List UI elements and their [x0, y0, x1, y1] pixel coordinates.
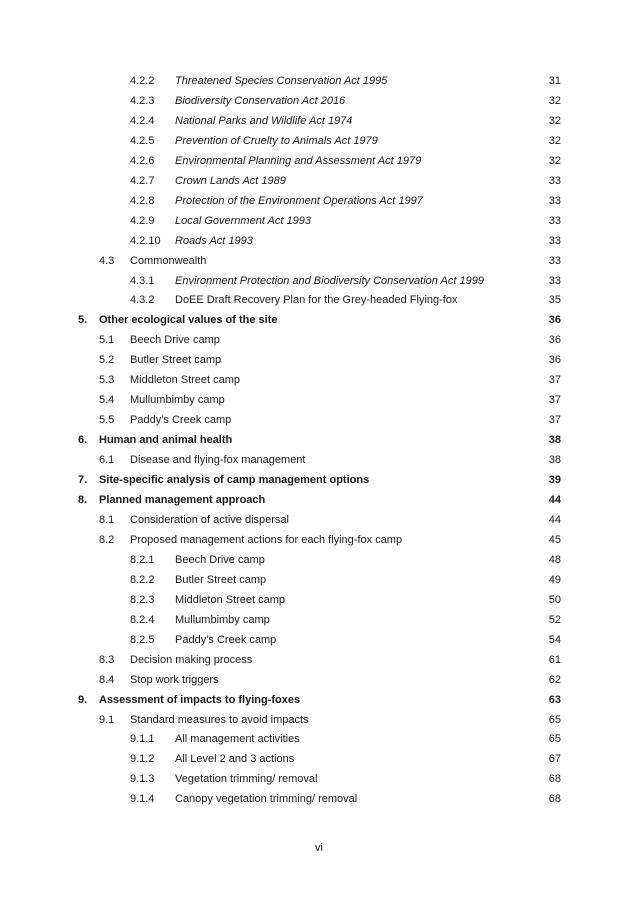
- toc-entry-page: 33: [548, 234, 561, 247]
- toc-entry-title: Other ecological values of the site: [99, 314, 278, 327]
- toc-entry-page: 33: [548, 274, 561, 287]
- toc-entry-page: 39: [548, 474, 561, 487]
- toc-entry[interactable]: [0, 551, 638, 571]
- toc-entry[interactable]: [0, 711, 638, 731]
- toc-entry-page: 63: [548, 693, 561, 706]
- toc-entry-number: 4.2.6: [130, 154, 155, 167]
- toc-entry[interactable]: [0, 212, 638, 232]
- toc-entry-title: Disease and flying-fox management: [130, 454, 306, 467]
- toc-entry-page: 37: [548, 374, 561, 387]
- toc-entry[interactable]: [0, 531, 638, 551]
- toc-entry-title: Biodiversity Conservation Act 2016: [175, 94, 346, 107]
- toc-entry[interactable]: [0, 232, 638, 252]
- toc-entry-title: Paddy’s Creek camp: [175, 633, 277, 646]
- toc-entry-page: 44: [548, 494, 561, 507]
- toc-entry-number: 9.1.3: [130, 773, 155, 786]
- toc-entry-number: 8.2.2: [130, 573, 155, 586]
- toc-entry-title: Stop work triggers: [130, 673, 219, 686]
- toc-entry-number: 4.2.10: [130, 234, 161, 247]
- toc-entry-title: Prevention of Cruelty to Animals Act 1979: [175, 134, 378, 147]
- toc-entry-page: 33: [548, 174, 561, 187]
- toc-entry[interactable]: [0, 112, 638, 132]
- table-of-contents: [0, 72, 638, 810]
- toc-entry-page: 54: [548, 633, 561, 646]
- toc-entry[interactable]: [0, 491, 638, 511]
- toc-entry-title: Proposed management actions for each flying-fox camp: [130, 533, 403, 546]
- toc-entry[interactable]: [0, 671, 638, 691]
- toc-entry-page: 49: [548, 573, 561, 586]
- toc-entry[interactable]: [0, 411, 638, 431]
- toc-entry-number: 8.2.1: [130, 553, 155, 566]
- toc-entry[interactable]: [0, 631, 638, 651]
- page-number: vi: [315, 842, 323, 854]
- toc-entry-title: Environment Protection and Biodiversity Conservation Act 1999: [175, 274, 484, 287]
- toc-entry-title: All Level 2 and 3 actions: [175, 753, 295, 766]
- toc-entry-page: 37: [548, 414, 561, 427]
- toc-entry[interactable]: [0, 192, 638, 212]
- toc-entry-page: 33: [548, 194, 561, 207]
- toc-entry-title: Butler Street camp: [175, 573, 267, 586]
- toc-entry-page: 68: [548, 793, 561, 806]
- toc-entry-title: Vegetation trimming/ removal: [175, 773, 318, 786]
- toc-entry[interactable]: [0, 391, 638, 411]
- toc-entry-number: 8.3: [99, 653, 115, 666]
- toc-entry-number: 8.1: [99, 513, 115, 526]
- toc-entry-page: 44: [548, 513, 561, 526]
- toc-entry-number: 4.3: [99, 254, 115, 267]
- toc-entry-title: Protection of the Environment Operations Act 1997: [175, 194, 423, 207]
- toc-entry-number: 5.: [78, 314, 88, 327]
- toc-entry-page: 32: [548, 154, 561, 167]
- toc-entry[interactable]: [0, 72, 638, 92]
- toc-entry-title: Site-specific analysis of camp management options: [99, 474, 370, 487]
- toc-entry[interactable]: [0, 92, 638, 112]
- toc-entry[interactable]: [0, 790, 638, 810]
- toc-entry-title: Mullumbimby camp: [175, 613, 270, 626]
- toc-entry[interactable]: [0, 172, 638, 192]
- toc-entry-page: 32: [548, 134, 561, 147]
- toc-entry-page: 33: [548, 214, 561, 227]
- toc-entry-title: Threatened Species Conservation Act 1995: [175, 75, 388, 87]
- toc-entry[interactable]: [0, 651, 638, 671]
- toc-entry-number: 9.1.4: [130, 793, 155, 806]
- toc-entry-title: Canopy vegetation trimming/ removal: [175, 793, 358, 806]
- toc-entry[interactable]: [0, 511, 638, 531]
- toc-entry-title: Butler Street camp: [130, 354, 222, 367]
- toc-entry-number: 4.2.3: [130, 94, 155, 107]
- toc-entry-page: 68: [548, 773, 561, 786]
- toc-entry[interactable]: [0, 451, 638, 471]
- toc-entry-number: 7.: [78, 474, 88, 487]
- toc-entry-page: 62: [548, 673, 561, 686]
- toc-entry-number: 5.4: [99, 394, 115, 407]
- toc-entry-number: 8.2.4: [130, 613, 155, 626]
- toc-entry-number: 4.2.5: [130, 134, 155, 147]
- toc-entry-number: 8.: [78, 494, 88, 507]
- toc-entry[interactable]: [0, 272, 638, 292]
- toc-entry-number: 9.: [78, 693, 88, 706]
- toc-entry-title: All management activities: [175, 733, 300, 746]
- toc-entry[interactable]: [0, 132, 638, 152]
- toc-entry-number: 4.3.2: [130, 294, 155, 307]
- toc-entry[interactable]: [0, 152, 638, 172]
- toc-entry-page: 36: [548, 354, 561, 367]
- toc-entry-number: 5.2: [99, 354, 115, 367]
- toc-entry-title: Human and animal health: [99, 434, 233, 447]
- toc-entry-page: 65: [548, 713, 561, 726]
- toc-entry[interactable]: [0, 770, 638, 790]
- toc-entry-number: 4.2.9: [130, 214, 155, 227]
- toc-entry-page: 38: [548, 454, 561, 467]
- toc-entry-title: Beech Drive camp: [130, 334, 220, 347]
- toc-entry-page: 32: [548, 94, 561, 107]
- toc-entry-number: 5.3: [99, 374, 115, 387]
- toc-entry-number: 8.4: [99, 673, 115, 686]
- toc-entry-title: National Parks and Wildlife Act 1974: [175, 114, 353, 127]
- toc-entry-number: 8.2: [99, 533, 115, 546]
- toc-entry-number: 9.1.1: [130, 733, 155, 746]
- toc-entry[interactable]: [0, 311, 638, 331]
- toc-entry[interactable]: [0, 730, 638, 750]
- toc-entry-title: Local Government Act 1993: [175, 214, 311, 227]
- toc-entry-title: Paddy’s Creek camp: [130, 414, 232, 427]
- toc-entry-page: 65: [548, 733, 561, 746]
- toc-entry-page: 38: [548, 434, 561, 447]
- toc-entry[interactable]: [0, 331, 638, 351]
- toc-entry-title: Consideration of active dispersal: [130, 513, 289, 526]
- toc-entry-number: 4.2.4: [130, 114, 155, 127]
- toc-entry-title: Crown Lands Act 1989: [175, 174, 286, 187]
- toc-entry-page: 35: [548, 294, 561, 307]
- toc-entry-number: 6.1: [99, 454, 115, 467]
- toc-entry[interactable]: [0, 611, 638, 631]
- toc-entry-number: 9.1: [99, 713, 115, 726]
- toc-entry-number: 4.3.1: [130, 274, 155, 287]
- toc-entry-title: Decision making process: [130, 653, 253, 666]
- toc-entry[interactable]: [0, 691, 638, 711]
- toc-entry-page: 50: [548, 593, 561, 606]
- toc-entry-number: 8.2.3: [130, 593, 155, 606]
- toc-entry-title: Middleton Street camp: [130, 374, 241, 387]
- toc-entry-page: 36: [548, 334, 561, 347]
- toc-entry[interactable]: [0, 591, 638, 611]
- toc-entry-number: 8.2.5: [130, 633, 155, 646]
- toc-entry-number: 9.1.2: [130, 753, 155, 766]
- toc-entry[interactable]: [0, 571, 638, 591]
- toc-entry-title: Beech Drive camp: [175, 553, 265, 566]
- toc-entry-number: 4.2.8: [130, 194, 155, 207]
- toc-entry[interactable]: [0, 291, 638, 311]
- toc-entry-number: 5.5: [99, 414, 115, 427]
- toc-entry-title: Mullumbimby camp: [130, 394, 225, 407]
- toc-entry-number: 4.2.2: [130, 75, 155, 87]
- toc-entry-page: 32: [548, 114, 561, 127]
- toc-entry-page: 31: [548, 75, 561, 87]
- toc-entry-title: Assessment of impacts to flying-foxes: [99, 693, 301, 706]
- toc-entry-page: 37: [548, 394, 561, 407]
- toc-entry-page: 61: [548, 653, 561, 666]
- toc-entry-page: 33: [548, 254, 561, 267]
- toc-entry[interactable]: [0, 471, 638, 491]
- toc-entry[interactable]: [0, 431, 638, 451]
- toc-entry-title: Roads Act 1993: [175, 234, 253, 247]
- toc-entry-page: 48: [548, 553, 561, 566]
- toc-entry-number: 4.2.7: [130, 174, 155, 187]
- toc-entry-title: Middleton Street camp: [175, 593, 286, 606]
- toc-entry-page: 52: [548, 613, 561, 626]
- toc-entry[interactable]: [0, 750, 638, 770]
- toc-entry-title: DoEE Draft Recovery Plan for the Grey-headed Flying-fox: [175, 294, 458, 307]
- toc-entry-number: 6.: [78, 434, 88, 447]
- toc-entry-page: 67: [548, 753, 561, 766]
- toc-entry-page: 36: [548, 314, 561, 327]
- toc-entry[interactable]: [0, 371, 638, 391]
- toc-entry[interactable]: [0, 252, 638, 272]
- toc-entry-title: Planned management approach: [99, 494, 266, 507]
- toc-entry-title: Environmental Planning and Assessment Act 1979: [175, 154, 422, 167]
- toc-entry-title: Commonwealth: [130, 254, 207, 267]
- toc-entry-number: 5.1: [99, 334, 115, 347]
- toc-entry-title: Standard measures to avoid impacts: [130, 713, 309, 726]
- toc-entry[interactable]: [0, 351, 638, 371]
- toc-entry-page: 45: [548, 533, 561, 546]
